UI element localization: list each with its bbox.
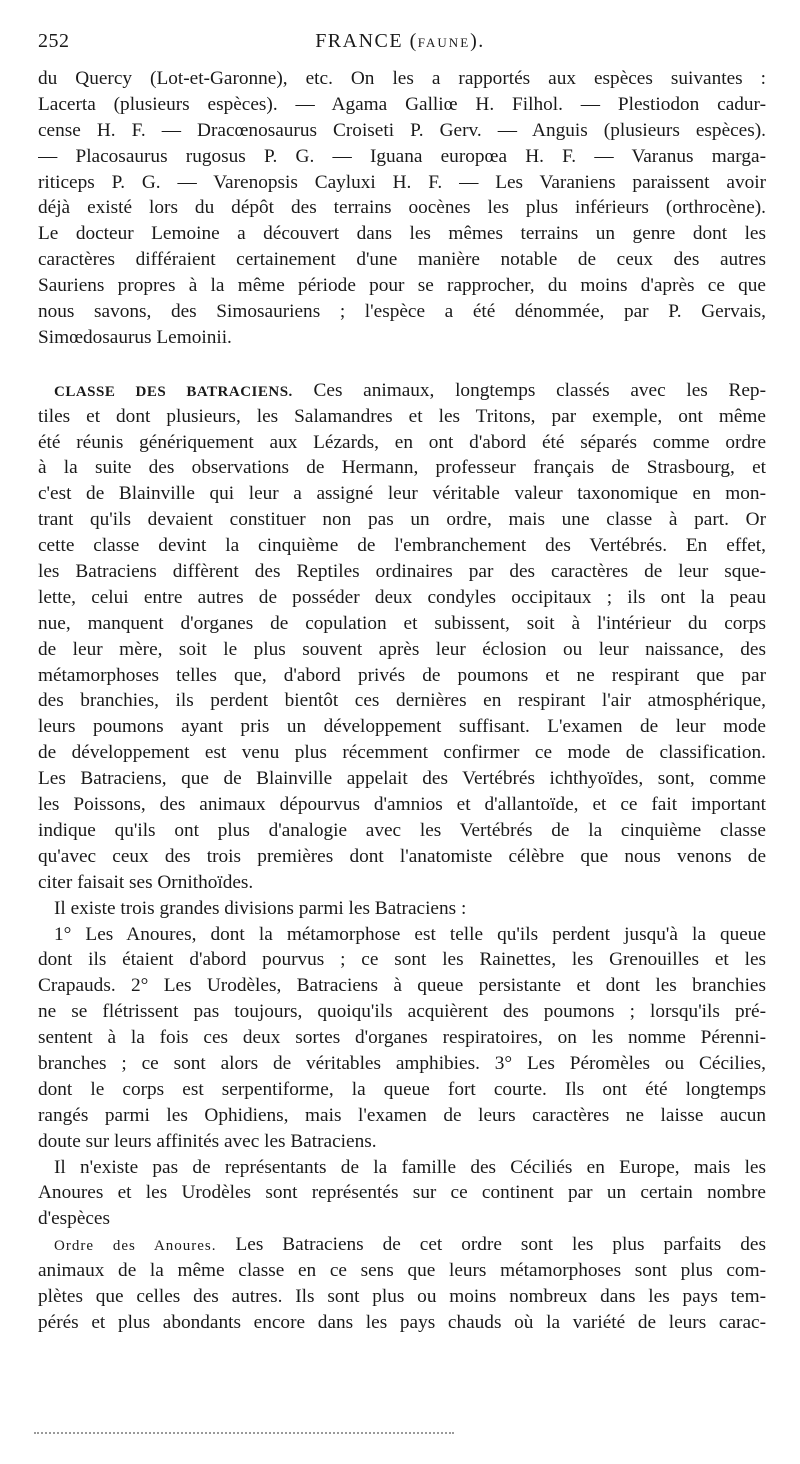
running-title-end: ). bbox=[470, 30, 485, 52]
text-line: branches ; ce sont alors de véritables amphibies. 3° Les Péromèles ou Cécilies, bbox=[38, 1052, 766, 1074]
text-line: pérés et plus abondants encore dans les pays chauds où la variété de leurs carac- bbox=[38, 1311, 766, 1333]
text-line: dont le corps est serpentiforme, la queue fort courte. Ils ont été longtemps bbox=[38, 1078, 766, 1100]
running-title-main: FRANCE ( bbox=[315, 30, 418, 52]
text-line: plètes que celles des autres. Ils sont plus ou moins nombreux dans les pays tem- bbox=[38, 1285, 766, 1307]
text-line: dont ils étaient d'abord pourvus ; ce sont les Rainettes, les Grenouilles et les bbox=[38, 949, 766, 971]
text-line: nue, manquent d'organes de copulation et subissent, soit à l'intérieur du corps bbox=[38, 612, 766, 634]
text-line: Les Batraciens, que de Blainville appelait des Vertébrés ichthyoïdes, sont, comme bbox=[38, 768, 766, 790]
text-line: caractères différaient certainement d'une manière notable de ceux des autres bbox=[38, 249, 766, 271]
text-line: Crapauds. 2° Les Urodèles, Batraciens à queue persistante et dont les branchies bbox=[38, 975, 766, 997]
section-heading: CLASSE DES BATRACIENS. bbox=[54, 383, 293, 400]
text-line: doute sur leurs affinités avec les Batraciens. bbox=[38, 1130, 377, 1152]
text-line: Anoures et les Urodèles sont représentés sur ce continent par un certain nombre bbox=[38, 1182, 766, 1204]
text-line: c'est de Blainville qui leur a assigné leur véritable valeur taxonomique en mon- bbox=[38, 483, 766, 505]
text-line: animaux de la même classe en ce sens que leurs métamorphoses sont plus com- bbox=[38, 1260, 766, 1282]
text-line: Simœdosaurus Lemoinii. bbox=[38, 326, 232, 348]
text-line: ne se flétrissent pas toujours, quoiqu'ils acquièrent des poumons ; lorsqu'ils pré- bbox=[38, 1001, 766, 1023]
text-line: rangés parmi les Ophidiens, mais l'examen de leurs caractères ne laisse aucun bbox=[38, 1104, 766, 1126]
text-line: les Poissons, des animaux dépourvus d'amnios et d'allantoïde, et ce fait important bbox=[38, 794, 766, 816]
text-line: été réunis génériquement aux Lézards, en ont d'abord été séparés comme ordre bbox=[38, 431, 766, 453]
paragraph-divisions-intro: Il existe trois grandes divisions parmi les Batraciens : bbox=[54, 897, 467, 919]
text-line: cense H. F. — Dracœnosaurus Croiseti P. Gerv. — Anguis (plusieurs espèces). bbox=[38, 119, 766, 141]
paragraph-gap bbox=[38, 351, 766, 378]
text-line: nous savons, des Simosauriens ; l'espèce a été dénommée, par P. Gervais, bbox=[38, 301, 766, 323]
footer-signature-rule bbox=[34, 1432, 454, 1434]
text-line: lette, celui entre autres de posséder deux condyles occipitaux ; ils ont la peau bbox=[38, 586, 766, 608]
text-run: Les Batraciens de cet ordre sont les plus parfaits des bbox=[216, 1234, 766, 1256]
text-line: 1° Les Anoures, dont la métamorphose est telle qu'ils perdent jusqu'à la queue bbox=[54, 923, 766, 945]
text-line: leurs poumons ayant pris un développement suffisant. L'examen de leur mode bbox=[38, 716, 766, 738]
text-line: du Quercy (Lot-et-Garonne), etc. On les a rapportés aux espèces suivantes : bbox=[38, 68, 766, 89]
text-line: riticeps P. G. — Varenopsis Cayluxi H. F. — Les Varaniens paraissent avoir bbox=[38, 171, 766, 193]
text-line: citer faisait ses Ornithoïdes. bbox=[38, 871, 254, 893]
text-line: les Batraciens diffèrent des Reptiles ordinaires par des caractères de leur sque- bbox=[38, 561, 766, 583]
section-heading: Ordre des Anoures. bbox=[54, 1238, 217, 1255]
text-line: à la suite des observations de Hermann, professeur français de Strasbourg, et bbox=[38, 457, 766, 479]
running-title bbox=[38, 30, 762, 53]
text-line: de leur mère, soit le plus souvent après leur éclosion ou leur naissance, des bbox=[38, 638, 766, 660]
text-line: des branchies, ils perdent bientôt ces dernières en respirant l'air atmosphérique, bbox=[38, 690, 766, 712]
paragraph-divisions bbox=[38, 922, 766, 1155]
running-title-small-caps: FAUNE bbox=[417, 35, 471, 50]
paragraph-anoures bbox=[38, 1232, 766, 1336]
text-line bbox=[38, 378, 766, 404]
text-line: trant qu'ils devaient constituer non pas un ordre, mais une classe à part. Or bbox=[38, 509, 766, 531]
paragraph-ceciliés bbox=[38, 1155, 766, 1233]
text-line: de développement est venu plus récemment confirmer ce mode de classification. bbox=[38, 742, 766, 764]
text-line: Sauriens propres à la même période pour se rapprocher, du moins d'après ce que bbox=[38, 275, 766, 297]
text-line: qu'avec ceux des trois premières dont l'anatomiste célèbre que nous venons de bbox=[38, 845, 766, 867]
text-line: tiles et dont plusieurs, les Salamandres et les Tritons, par exemple, ont même bbox=[38, 405, 766, 427]
text-line: sentent à la fois ces deux sortes d'organes respiratoires, on les nomme Pérenni- bbox=[38, 1027, 766, 1049]
page-number: 252 bbox=[38, 30, 70, 52]
text-line: Le docteur Lemoine a découvert dans les mêmes terrains un genre dont les bbox=[38, 223, 766, 245]
paragraph-sauriens bbox=[38, 66, 766, 351]
text-line: Il n'existe pas de représentants de la famille des Céciliés en Europe, mais les bbox=[54, 1156, 766, 1178]
text-line: métamorphoses telles que, d'abord privés de poumons et ne respirant que par bbox=[38, 664, 766, 686]
text-line: indique qu'ils ont plus d'analogie avec les Vertébrés de la cinquième classe bbox=[38, 819, 766, 841]
page-body bbox=[38, 66, 766, 1336]
text-line: — Placosaurus rugosus P. G. — Iguana europœa H. F. — Varanus marga- bbox=[38, 145, 766, 167]
paragraph-batraciens bbox=[38, 378, 766, 896]
running-header bbox=[38, 30, 762, 58]
text-line: déjà existé lors du dépôt des terrains oocènes les plus inférieurs (orthrocène). bbox=[38, 197, 766, 219]
text-line: Lacerta (plusieurs espèces). — Agama Galliœ H. Filhol. — Plestiodon cadur- bbox=[38, 93, 766, 115]
text-run: Ces animaux, longtemps classés avec les Rep- bbox=[292, 379, 766, 401]
text-line bbox=[38, 1232, 766, 1258]
text-line: d'espèces bbox=[38, 1208, 110, 1230]
text-line: cette classe devint la cinquième de l'embranchement des Vertébrés. En effet, bbox=[38, 535, 766, 557]
